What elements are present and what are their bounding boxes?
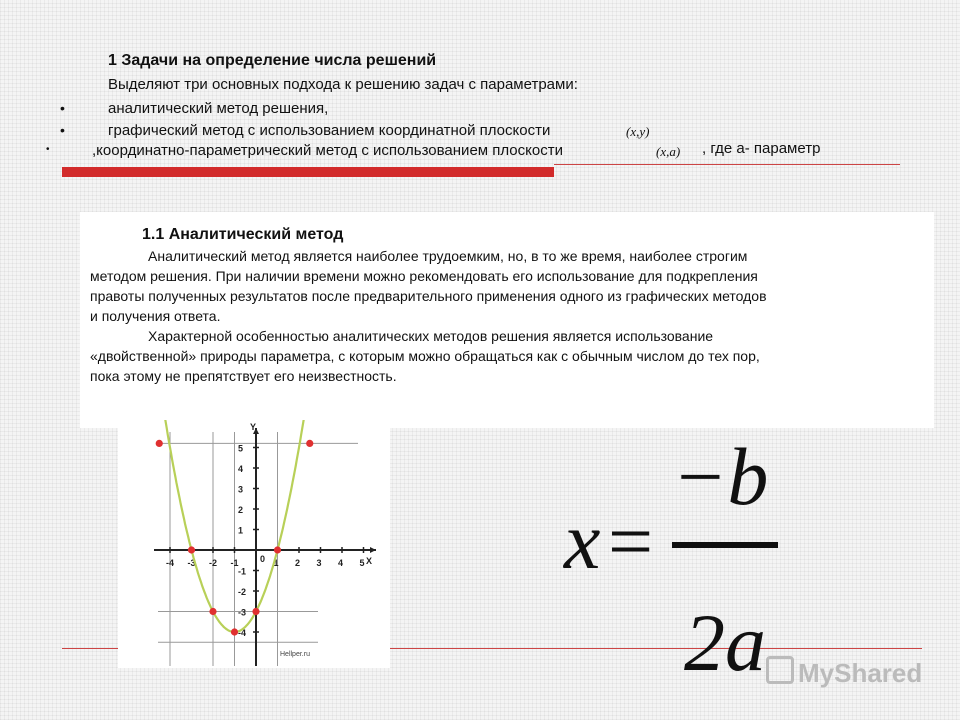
x-axis-arrow bbox=[370, 547, 376, 553]
card-line: методом решения. При наличии времени можно рекомендовать его использование для подкрепления bbox=[90, 268, 758, 284]
card-line: «двойственной» природы параметра, с которым можно обращаться как с обычным числом до тех пор, bbox=[90, 348, 760, 364]
origin-label: 0 bbox=[260, 554, 266, 564]
brand-text: MyShared bbox=[798, 658, 923, 688]
x-tick-label: -2 bbox=[209, 558, 218, 568]
section-title: 1 Задачи на определение числа решений bbox=[108, 52, 437, 69]
red-divider-bar bbox=[62, 167, 554, 177]
graph-point bbox=[274, 546, 281, 553]
card-heading: 1.1 Аналитический метод bbox=[142, 226, 344, 243]
card-line: Характерной особенностью аналитических методов решения является использование bbox=[148, 328, 714, 344]
y-tick-label: 5 bbox=[238, 443, 244, 454]
y-tick-label: -4 bbox=[238, 628, 247, 638]
graph-point bbox=[306, 440, 313, 447]
brand-icon bbox=[766, 656, 794, 684]
method-item-graphic: графический метод с использованием координатной плоскости bbox=[108, 122, 551, 139]
x-tick-label: 1 bbox=[273, 558, 279, 568]
formula-lhs: x bbox=[564, 495, 601, 586]
intro-text: Выделяют три основных подхода к решению задач с параметрами: bbox=[108, 76, 578, 93]
parabola-graph-svg bbox=[118, 420, 390, 668]
myshared-brand bbox=[766, 656, 922, 689]
parabola-graph bbox=[118, 420, 390, 668]
y-tick-label: -1 bbox=[238, 566, 247, 577]
formula-equals: = bbox=[608, 498, 654, 586]
card-line: пока этому не препятствует его неизвестность. bbox=[90, 368, 397, 384]
x-axis-label: X bbox=[366, 556, 373, 566]
graph-point bbox=[209, 608, 216, 615]
graph-curve bbox=[164, 420, 308, 632]
parameter-note: , где a- параметр bbox=[702, 140, 821, 157]
x-tick-label: 5 bbox=[359, 558, 365, 568]
thin-divider-line bbox=[554, 164, 900, 165]
x-tick-label: -3 bbox=[187, 558, 196, 568]
y-tick-label: 2 bbox=[238, 505, 244, 515]
method-item-coord-param: ,координатно-параметрический метод с использованием плоскости bbox=[92, 142, 563, 159]
formula-x-equals bbox=[560, 418, 790, 688]
graph-axes bbox=[154, 428, 376, 666]
bullet-1: • bbox=[60, 100, 65, 116]
math-xa: (x,a) bbox=[656, 144, 681, 159]
y-axis-label: Y bbox=[250, 422, 257, 432]
parabola-curve bbox=[164, 420, 308, 632]
x-tick-label: 3 bbox=[316, 558, 322, 568]
card-line: Аналитический метод является наиболее трудоемким, но, в то же время, наиболее строгим bbox=[148, 248, 748, 264]
graph-point bbox=[156, 440, 163, 447]
card-line: правоты полученных результатов после предварительного применения одного из графических методов bbox=[90, 288, 767, 304]
x-tick-label: 2 bbox=[295, 558, 301, 568]
x-tick-label: 4 bbox=[338, 558, 344, 568]
x-tick-label: -4 bbox=[166, 558, 175, 568]
method-item-analytic: аналитический метод решения, bbox=[108, 100, 329, 117]
graph-watermark: Hellper.ru bbox=[280, 651, 310, 658]
graph-point bbox=[188, 546, 195, 553]
card-paragraph bbox=[90, 246, 928, 386]
y-tick-label: -3 bbox=[238, 607, 247, 618]
math-xy: (x,y) bbox=[626, 124, 650, 139]
graph-point bbox=[231, 628, 238, 635]
graph-labels bbox=[166, 422, 372, 658]
graph-point bbox=[252, 608, 259, 615]
analytic-method-card bbox=[80, 212, 934, 428]
formula-numerator: −b bbox=[672, 431, 769, 522]
y-tick-label: 1 bbox=[238, 525, 244, 536]
card-line: и получения ответа. bbox=[90, 308, 221, 324]
formula-denominator: 2a bbox=[684, 597, 766, 688]
y-tick-label: -2 bbox=[238, 587, 247, 597]
bullet-3: • bbox=[46, 144, 50, 155]
y-tick-label: 3 bbox=[238, 484, 244, 495]
y-tick-label: 4 bbox=[238, 464, 244, 474]
bullet-2: • bbox=[60, 122, 65, 138]
bottom-line-left bbox=[62, 648, 118, 649]
x-tick-label: -1 bbox=[230, 558, 239, 568]
